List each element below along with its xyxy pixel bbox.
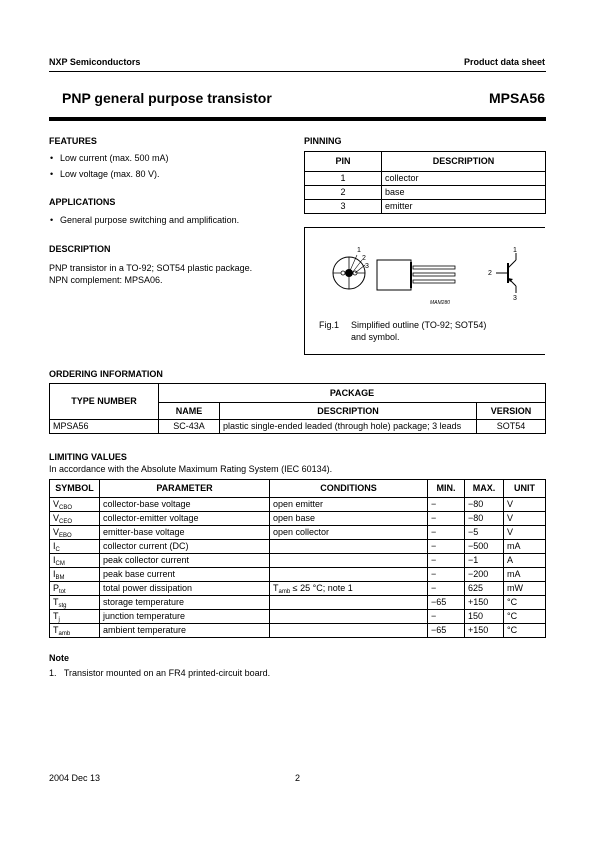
parameter-cell: peak base current (100, 568, 270, 582)
table-row (50, 540, 546, 554)
figure-caption-line: Simplified outline (TO-92; SOT54) (351, 320, 487, 330)
conditions-cell (270, 540, 428, 554)
package-outline-drawing (305, 228, 545, 318)
table-row (50, 596, 546, 610)
conditions-cell (270, 568, 428, 582)
max-cell: −5 (465, 526, 504, 540)
parameter-cell: ambient temperature (100, 624, 270, 638)
unit-cell: V (504, 526, 546, 540)
description-column-header: DESCRIPTION (382, 152, 546, 172)
symbol-cell: $P_{tot}$ (50, 582, 100, 596)
unit-cell: mW (504, 582, 546, 596)
features-heading: FEATURES (49, 136, 97, 146)
unit-header: UNIT (504, 480, 546, 498)
limiting-intro: In accordance with the Absolute Maximum Rating System (IEC 60134). (49, 464, 333, 474)
min-header: MIN. (428, 480, 465, 498)
figure-box (304, 227, 545, 355)
figure-code: MAM280 (430, 300, 451, 306)
table-row (50, 610, 546, 624)
table-row (50, 512, 546, 526)
table-row (50, 526, 546, 540)
title-rule (49, 117, 546, 121)
header-rule (49, 71, 546, 72)
max-cell: 625 (465, 582, 504, 596)
package-header: PACKAGE (159, 384, 546, 403)
parameter-cell: total power dissipation (100, 582, 270, 596)
description-heading: DESCRIPTION (49, 244, 111, 254)
svg-text:3: 3 (365, 263, 369, 270)
symbol-cell: $I_C$ (50, 540, 100, 554)
min-cell: − (428, 540, 465, 554)
conditions-header: CONDITIONS (270, 480, 428, 498)
note-text: 1. Transistor mounted on an FR4 printed-circuit board. (49, 668, 271, 678)
table-row (50, 624, 546, 638)
symbol-cell: $T_{amb}$ (50, 624, 100, 638)
pinning-heading: PINNING (304, 136, 342, 146)
company-name: NXP Semiconductors (49, 57, 141, 67)
page-number: 2 (295, 773, 301, 783)
min-cell: − (428, 498, 465, 512)
max-cell: −500 (465, 540, 504, 554)
table-row: 2 base (305, 186, 546, 200)
page-title: PNP general purpose transistor (62, 90, 272, 106)
note-heading: Note (49, 653, 69, 663)
symbol-cell: $I_{BM}$ (50, 568, 100, 582)
conditions-cell: open collector (270, 526, 428, 540)
unit-cell: °C (504, 624, 546, 638)
min-cell: − (428, 610, 465, 624)
svg-text:1: 1 (357, 247, 361, 254)
min-cell: − (428, 526, 465, 540)
symbol-cell: $T_j$ (50, 610, 100, 624)
unit-cell: A (504, 554, 546, 568)
limiting-heading: LIMITING VALUES (49, 452, 127, 462)
parameter-cell: peak collector current (100, 554, 270, 568)
svg-text:1: 1 (513, 247, 517, 254)
parameter-cell: collector current (DC) (100, 540, 270, 554)
parameter-cell: collector-base voltage (100, 498, 270, 512)
table-row: 1 collector (305, 172, 546, 186)
max-cell: −200 (465, 568, 504, 582)
conditions-cell (270, 610, 428, 624)
package-description-header: DESCRIPTION (220, 403, 477, 420)
table-row: 3 emitter (305, 200, 546, 214)
min-cell: −65 (428, 596, 465, 610)
parameter-cell: emitter-base voltage (100, 526, 270, 540)
conditions-cell: open emitter (270, 498, 428, 512)
min-cell: − (428, 568, 465, 582)
min-cell: − (428, 512, 465, 526)
conditions-cell: $T_{amb} \le 25$ °C; note 1 (270, 582, 428, 596)
conditions-cell (270, 624, 428, 638)
max-cell: −80 (465, 512, 504, 526)
min-cell: −65 (428, 624, 465, 638)
max-cell: 150 (465, 610, 504, 624)
table-row (50, 568, 546, 582)
symbol-cell: $V_{EBO}$ (50, 526, 100, 540)
unit-cell: mA (504, 568, 546, 582)
unit-cell: V (504, 498, 546, 512)
unit-cell: °C (504, 610, 546, 624)
conditions-cell (270, 554, 428, 568)
max-cell: −1 (465, 554, 504, 568)
limiting-values-table (49, 479, 546, 638)
unit-cell: mA (504, 540, 546, 554)
symbol-cell: $I_{CM}$ (50, 554, 100, 568)
svg-text:2: 2 (488, 270, 492, 277)
conditions-cell (270, 596, 428, 610)
name-header: NAME (159, 403, 220, 420)
symbol-cell: $T_{stg}$ (50, 596, 100, 610)
ordering-table (49, 383, 546, 434)
svg-text:3: 3 (513, 295, 517, 302)
applications-heading: APPLICATIONS (49, 197, 116, 207)
max-cell: −80 (465, 498, 504, 512)
pinning-table (304, 151, 546, 214)
parameter-header: PARAMETER (100, 480, 270, 498)
footer-date: 2004 Dec 13 (49, 773, 101, 783)
table-row (50, 498, 546, 512)
description-line: PNP transistor in a TO-92; SOT54 plastic package. (49, 263, 253, 273)
table-row (50, 554, 546, 568)
symbol-header: SYMBOL (50, 480, 100, 498)
table-row (50, 582, 546, 596)
conditions-cell: open base (270, 512, 428, 526)
svg-text:2: 2 (362, 255, 366, 262)
parameter-cell: collector-emitter voltage (100, 512, 270, 526)
symbol-cell: $V_{CEO}$ (50, 512, 100, 526)
max-header: MAX. (465, 480, 504, 498)
type-number-header: TYPE NUMBER (50, 384, 159, 420)
unit-cell: V (504, 512, 546, 526)
pin-column-header: PIN (305, 152, 382, 172)
max-cell: +150 (465, 596, 504, 610)
min-cell: − (428, 582, 465, 596)
part-number: MPSA56 (488, 90, 545, 106)
version-header: VERSION (477, 403, 546, 420)
figure-caption-number: Fig.1 (319, 320, 340, 330)
parameter-cell: storage temperature (100, 596, 270, 610)
min-cell: − (428, 554, 465, 568)
symbol-cell: $V_{CBO}$ (50, 498, 100, 512)
ordering-heading: ORDERING INFORMATION (49, 369, 163, 379)
figure-caption-line: and symbol. (351, 332, 400, 342)
table-row: MPSA56 SC-43A plastic single-ended leaded (through hole) package; 3 leads SOT54 (50, 420, 546, 434)
unit-cell: °C (504, 596, 546, 610)
max-cell: +150 (465, 624, 504, 638)
parameter-cell: junction temperature (100, 610, 270, 624)
description-line: NPN complement: MPSA06. (49, 275, 163, 285)
document-type: Product data sheet (463, 57, 545, 67)
